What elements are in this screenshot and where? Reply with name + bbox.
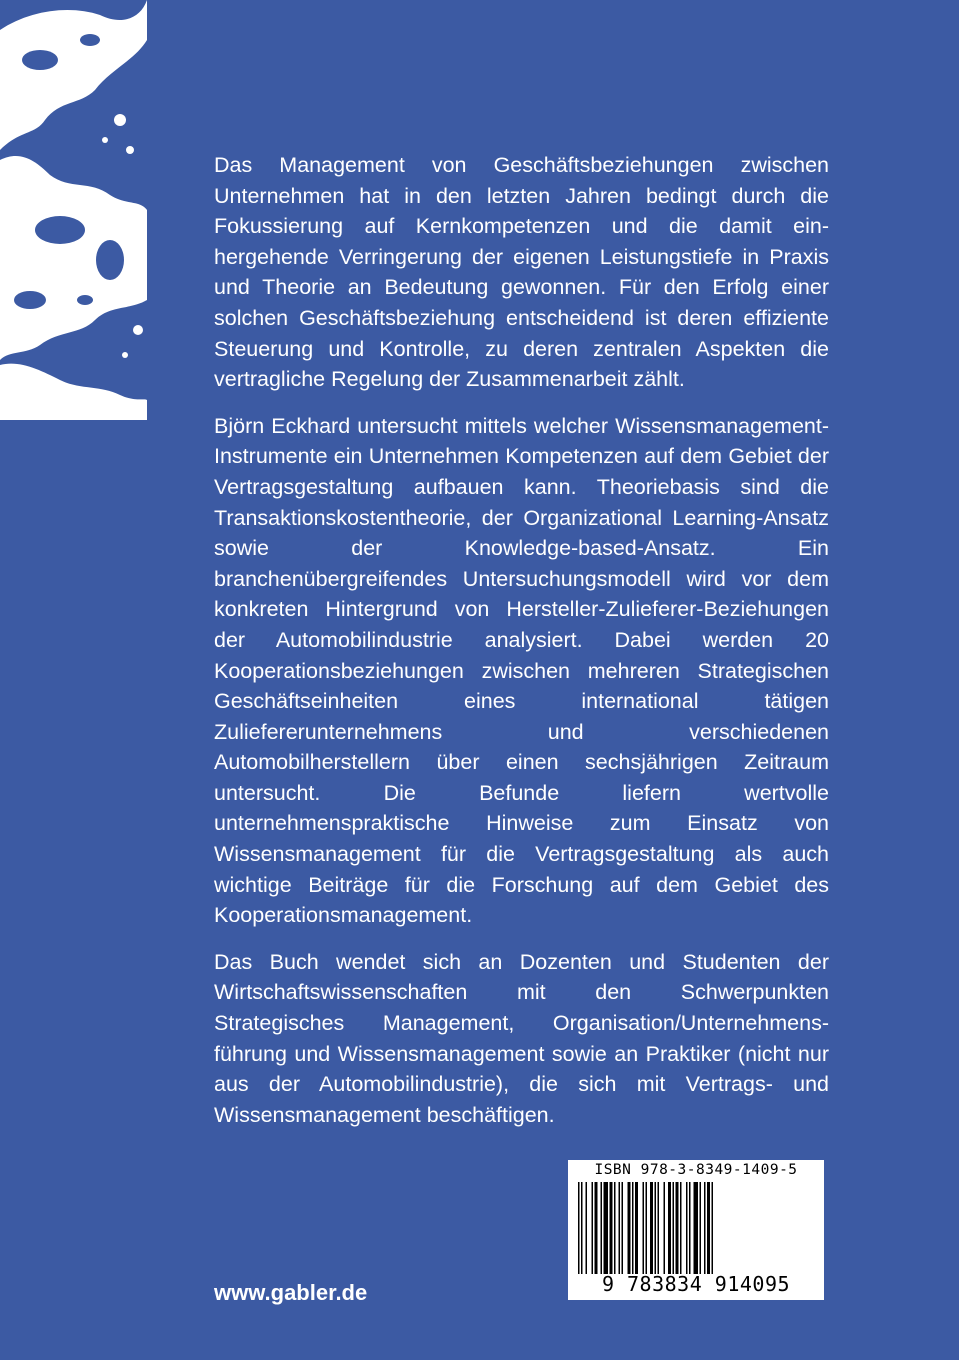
- ean-digits: 9 783834 914095: [601, 1272, 791, 1296]
- barcode-bar: [635, 1182, 638, 1274]
- publisher-url[interactable]: www.gabler.de: [214, 1280, 368, 1305]
- barcode-bar: [707, 1182, 710, 1274]
- barcode-bar: [581, 1182, 583, 1274]
- barcode-bar: [619, 1182, 621, 1274]
- barcode-bar: [673, 1182, 675, 1274]
- barcode-bar: [650, 1182, 653, 1274]
- barcode-bar: [604, 1182, 609, 1274]
- barcode-bar: [622, 1182, 624, 1274]
- barcode-bar: [704, 1182, 706, 1274]
- barcode-bar: [680, 1182, 682, 1274]
- back-cover-text: [214, 150, 829, 1146]
- paragraph-study: Björn Eckhard untersucht mittels welcher Wissensmanagement-Instrumente ein Unternehmen Kompetenzen auf dem Gebiet der Vertragsgestaltung aufbauen kann. Theoriebasis sind die Transaktionskostentheorie, der Organizational Learning-Ansatz sowie der Knowledge-based-Ansatz. Ein branchenübergreifendes Untersuchungsmodell wird vor dem konkreten Hintergrund von Hersteller-Zulieferer-Beziehungen der Automobilindustrie analysiert. Dabei werden 20 Kooperationsbeziehungen zwischen mehreren Strategischen Geschäftseinheiten eines international tätigen Zuliefererunternehmens und verschiedenen Automobilherstellern über einen sechsjährigen Zeitraum untersucht. Die Befunde liefern wertvolle unternehmenspraktische Hinweise zum Einsatz von Wissensmanagement für die Vertragsgestaltung als auch wichtige Beiträge für die Forschung auf dem Gebiet des Kooperationsmanagement.: [214, 413, 829, 928]
- barcode-bar: [658, 1182, 660, 1274]
- paragraph-audience: Das Buch wendet sich an Dozenten und Studenten der Wirtschaftswissenschaften mit den Schwerpunkten Strategisches Management, Organisation/Unternehmensführung und Wissensmanagement sowie an Praktiker (nicht nur aus der Automobilindustrie), die sich mit Vertrags- und Wissensmanagement beschäftigen.: [214, 949, 829, 1127]
- barcode-bar: [632, 1182, 634, 1274]
- barcode-bar: [595, 1182, 598, 1274]
- globe-graphic: [0, 0, 147, 420]
- barcode-bar: [586, 1182, 588, 1274]
- barcode-bar: [686, 1182, 688, 1274]
- isbn-barcode: [568, 1160, 824, 1300]
- barcode-bar: [614, 1182, 616, 1274]
- barcode-bar: [668, 1182, 671, 1274]
- barcode-bar: [610, 1182, 613, 1274]
- isbn-label: ISBN 978-3-8349-1409-5: [594, 1162, 798, 1178]
- barcode-bar: [646, 1182, 648, 1274]
- barcode-bar: [676, 1182, 679, 1274]
- barcode-bar: [655, 1182, 657, 1274]
- paragraph-intro: Das Management von Geschäftsbeziehungen zwischen Unternehmen hat in den letzten Jahren bedingt durch die Fokussierung auf Kernkompetenzen und die damit einhergehende Verringerung der eigenen Leistungstiefe in Praxis und Theorie an Bedeutung gewonnen. Für den Erfolg einer solchen Geschäftsbeziehung entscheidend ist deren effiziente Steuerung und Kontrolle, zu deren zentralen Aspekten die vertragliche Regelung der Zusammenarbeit zählt.: [214, 153, 829, 392]
- barcode-bar: [689, 1182, 691, 1274]
- barcode-bar: [643, 1182, 645, 1274]
- barcode-bar: [578, 1182, 580, 1274]
- barcode-bar: [712, 1182, 714, 1274]
- barcode-bar: [664, 1182, 666, 1274]
- barcode-bar: [694, 1182, 699, 1274]
- barcode-bar: [601, 1182, 603, 1274]
- barcode-bar: [700, 1182, 702, 1274]
- barcode-bar: [592, 1182, 594, 1274]
- barcode-bar: [628, 1182, 631, 1274]
- barcode-bars: [576, 1182, 816, 1274]
